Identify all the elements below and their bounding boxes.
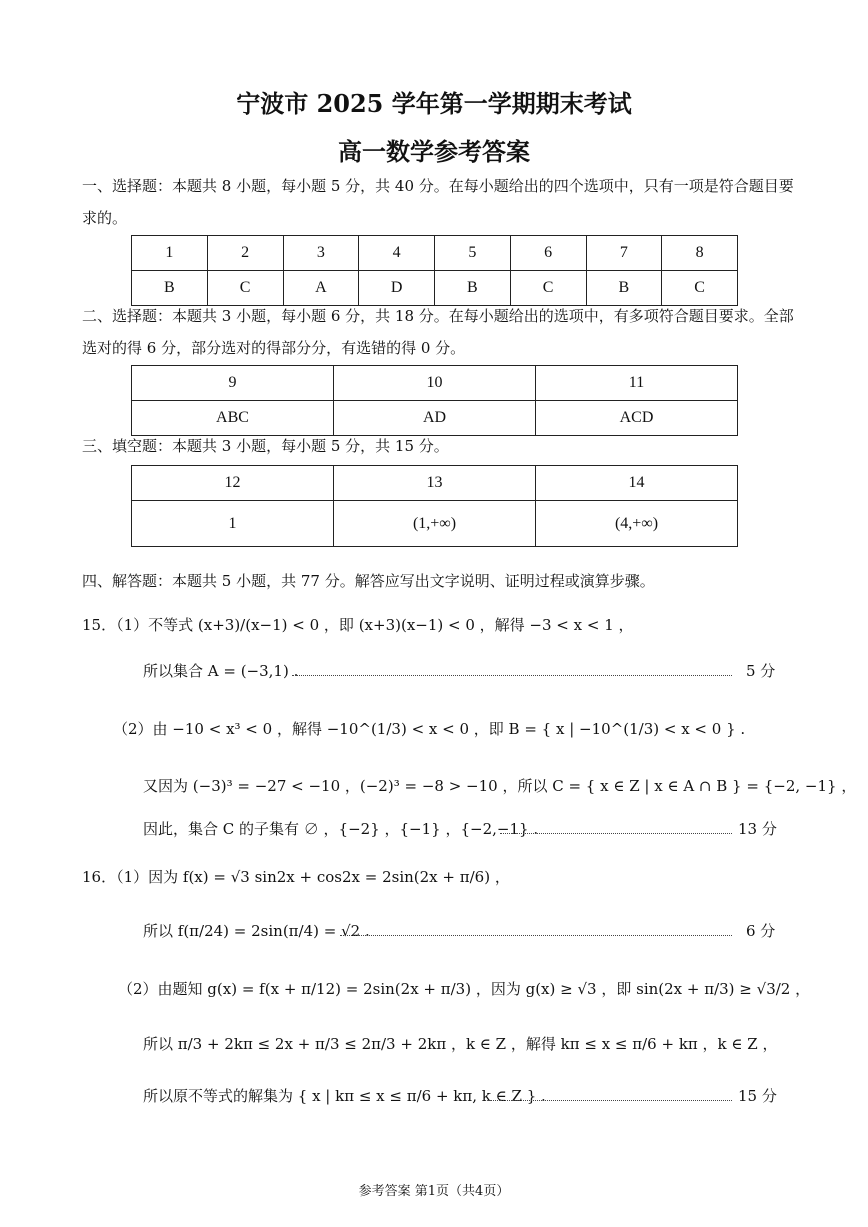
table-cell: 4 <box>359 236 435 271</box>
leader-dots <box>340 935 732 936</box>
table-cell: 3 <box>283 236 359 271</box>
q15-set-c-line: 又因为 (−3)³ = −27 < −10 ，(−2)³ = −8 > −10 ，所以 C = { x ∈ Z | x ∈ A ∩ B } = {−2, −1} ， <box>143 777 857 795</box>
table-cell: ACD <box>536 401 738 436</box>
page-footer: 参考答案 第1页（共4页） <box>358 1184 510 1199</box>
table-cell: 9 <box>132 366 334 401</box>
section3-heading: 三、填空题：本题共 3 小题，每小题 5 分，共 15 分。 <box>82 437 449 455</box>
leader-dots <box>488 1100 732 1101</box>
q16-score-6: 6 分 <box>746 922 776 940</box>
table-cell: B <box>132 271 208 306</box>
q15-score-5: 5 分 <box>746 662 776 680</box>
table-cell: A <box>283 271 359 306</box>
table-cell: 10 <box>334 366 536 401</box>
table-cell: 1 <box>132 236 208 271</box>
table-cell: 6 <box>510 236 586 271</box>
table-cell: 8 <box>662 236 738 271</box>
q15-part1-line: 15．（1）不等式 (x+3)/(x−1) < 0 ，即 (x+3)(x−1) < 0 ，解得 −3 < x < 1 ， <box>82 616 634 634</box>
leader-dots <box>292 675 732 676</box>
page-subtitle: 高一数学参考答案 <box>338 137 530 166</box>
section2-answer-table <box>131 365 738 436</box>
table-cell: 14 <box>536 466 738 501</box>
q16-part2-line: （2）由题知 g(x) = f(x + π/12) = 2sin(2x + π/3) ，因为 g(x) ≥ √3 ，即 sin(2x + π/3) ≥ √3/2 ， <box>118 980 811 998</box>
table-cell: ABC <box>132 401 334 436</box>
q15-subsets-line: 因此，集合 C 的子集有 ∅ ，{−2} ，{−1} ，{−2,−1} . <box>143 820 539 838</box>
q16-f-value-line: 所以 f(π/24) = 2sin(π/4) = √2 . <box>143 922 370 940</box>
table-cell: (4,+∞) <box>536 501 738 547</box>
page-title: 宁波市 2025 学年第一学期期末考试 <box>236 89 632 118</box>
table-cell: C <box>510 271 586 306</box>
table-cell: 5 <box>435 236 511 271</box>
leader-dots <box>500 833 732 834</box>
section3-answer-table <box>131 465 738 547</box>
table-cell: 7 <box>586 236 662 271</box>
table-cell: C <box>207 271 283 306</box>
table-cell: C <box>662 271 738 306</box>
q15-part2-line: （2）由 −10 < x³ < 0 ，解得 −10^(1/3) < x < 0 ，即 B = { x | −10^(1/3) < x < 0 } . <box>113 720 746 738</box>
table-cell: (1,+∞) <box>334 501 536 547</box>
table-cell: B <box>435 271 511 306</box>
section4-heading: 四、解答题：本题共 5 小题，共 77 分。解答应写出文字说明、证明过程或演算步骤。 <box>82 572 655 590</box>
q16-part1-line: 16．（1）因为 f(x) = √3 sin2x + cos2x = 2sin(2x + π/6) ， <box>82 868 510 886</box>
table-cell: D <box>359 271 435 306</box>
q15-set-a-line: 所以集合 A = (−3,1) . <box>143 662 299 680</box>
q16-score-15: 15 分 <box>738 1087 777 1105</box>
table-cell: 13 <box>334 466 536 501</box>
section1-answer-table <box>131 235 738 306</box>
table-cell: AD <box>334 401 536 436</box>
table-cell: B <box>586 271 662 306</box>
table-cell: 12 <box>132 466 334 501</box>
q16-solution-set-line: 所以原不等式的解集为 { x | kπ ≤ x ≤ π/6 + kπ, k ∈ Z } . <box>143 1087 546 1105</box>
table-cell: 1 <box>132 501 334 547</box>
table-cell: 11 <box>536 366 738 401</box>
section1-heading: 一、选择题：本题共 8 小题，每小题 5 分，共 40 分。在每小题给出的四个选项中，只有一项是符合题目要求的。 <box>82 177 794 227</box>
q16-solve-line: 所以 π/3 + 2kπ ≤ 2x + π/3 ≤ 2π/3 + 2kπ ，k ∈ Z ，解得 kπ ≤ x ≤ π/6 + kπ ，k ∈ Z ， <box>143 1035 778 1053</box>
table-cell: 2 <box>207 236 283 271</box>
section2-heading: 二、选择题：本题共 3 小题，每小题 6 分，共 18 分。在每小题给出的选项中，有多项符合题目要求。全部选对的得 6 分，部分选对的得部分分，有选错的得 0 分。 <box>82 307 794 357</box>
q15-score-13: 13 分 <box>738 820 777 838</box>
